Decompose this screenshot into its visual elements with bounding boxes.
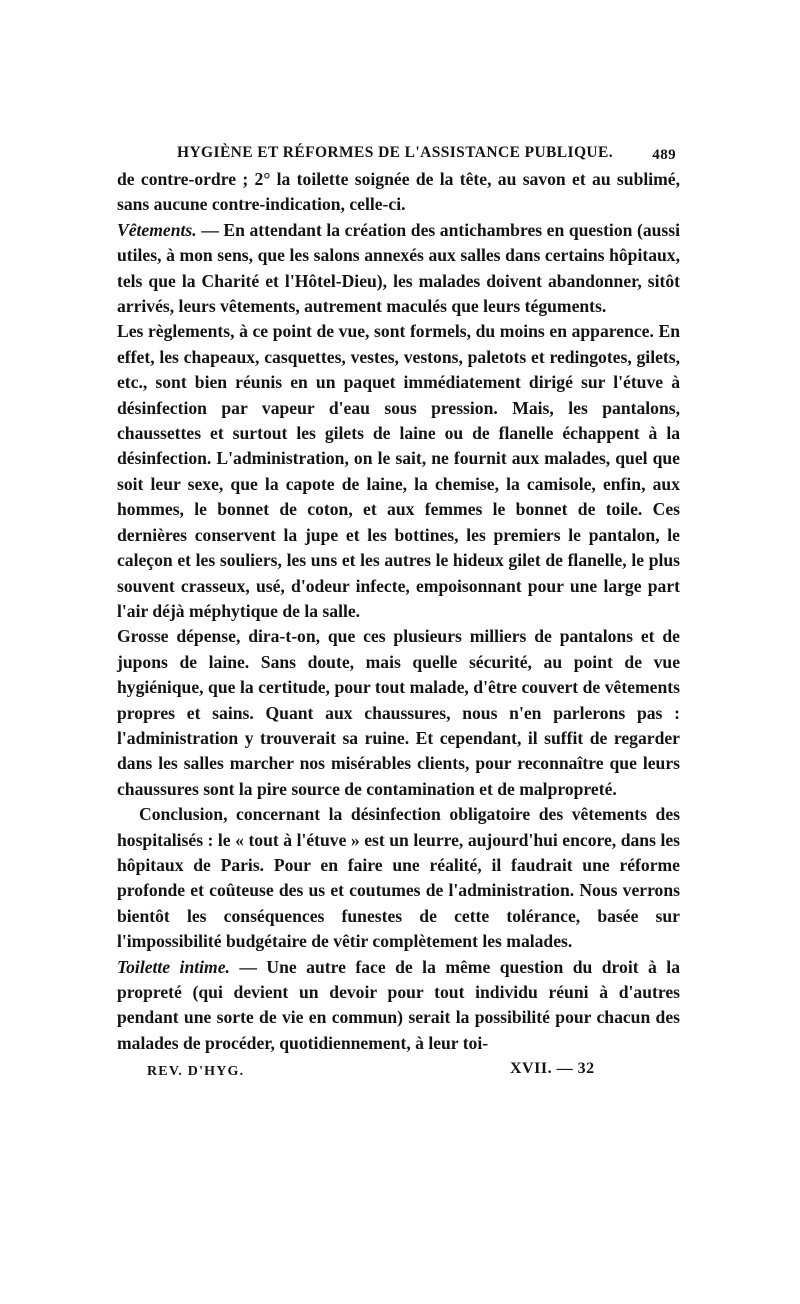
paragraph-vetements [117,218,680,320]
book-page [117,138,680,1086]
paragraph-text: de contre-ordre ; 2° la toilette soignée de la tête, au savon et au sublimé, sans aucune contre-indication, celle-ci. [117,169,680,215]
running-header [117,138,680,164]
volume-signature: XVII. — 32 [510,1060,595,1078]
paragraph-text: Les règlements, à ce point de vue, sont formels, du moins en apparence. En effet, les chapeaux, casquettes, vestes, vestons, paletots et redingotes, gilets, etc., sont bien réunis en un paquet immédiatement dirigé sur l'étuve à désinfection par vapeur d'eau sous pression. Mais, les pantalons, chaussettes et surtout les gilets de laine ou de flanelle échappent à la désinfection. L'administration, on le sait, ne fournit aux malades, quel que soit leur sexe, que la capote de laine, la chemise, la camisole, enfin, aux hommes, le bonnet de coton, et aux femmes le bonnet de toile. Ces dernières conservent la jupe et les bottines, les premiers le pantalon, le caleçon et les souliers, les uns et les autres le hideux gilet de flanelle, le plus souvent crasseux, usé, d'odeur infecte, empoisonnant pour une large part l'air déjà méphytique de la salle. [117,321,680,621]
paragraph-text: Conclusion, concernant la désinfection obligatoire des vêtements des hospitalisés : le « tout à l'étuve » est un leurre, aujourd'hui encore, dans les hôpitaux de Paris. Pour en faire une réalité, il faudrait une réforme profonde et coûteuse des us et coutumes de l'administration. Nous verrons bientôt les conséquences funestes de cette tolérance, basée sur l'impossibilité budgétaire de vêtir complètement les malades. [117,804,680,952]
paragraph-conclusion [117,802,680,954]
paragraph-text: Grosse dépense, dira-t-on, que ces plusieurs milliers de pantalons et de jupons de laine. Sans doute, mais quelle sécurité, au point de vue hygiénique, que la certitude, pour tout malade, d'être couvert de vêtements propres et sains. Quant aux chaussures, nous n'en parlerons pas : l'administration y trouverait sa ruine. Et cependant, il suffit de regarder dans les salles marcher nos misérables clients, pour reconnaître que leurs chaussures sont la pire source de contamination et de malpropreté. [117,626,680,799]
paragraph-continuation [117,167,680,218]
printer-signature-line [117,1060,680,1086]
paragraph-toilette [117,955,680,1057]
paragraph-text: — En attendant la création des antichambres en question (aussi utiles, à mon sens, que les salons annexés aux salles dans certains hôpitaux, tels que la Charité et l'Hôtel-Dieu), les malades doivent abandonner, sitôt arrivés, leurs vêtements, autrement maculés que leurs téguments. [117,219,680,317]
body-text [117,167,680,1056]
journal-signature: REV. D'HYG. [147,1064,245,1080]
running-title: HYGIÈNE ET RÉFORMES DE L'ASSISTANCE PUBLIQUE. [177,144,614,161]
page-number: 489 [652,147,676,163]
paragraph-text: — Une autre face de la même question du droit à la propreté (qui devient un devoir pour tout individu réuni à d'autres pendant une sorte de vie en commun) serait la possibilité pour chacun des malades de procéder, quotidiennement, à leur toi- [117,956,680,1053]
paragraph-reglements [117,319,680,624]
section-heading-toilette: Toilette intime. [117,956,230,977]
section-heading-vetements: Vêtements. [117,219,197,240]
paragraph-depense [117,624,680,802]
